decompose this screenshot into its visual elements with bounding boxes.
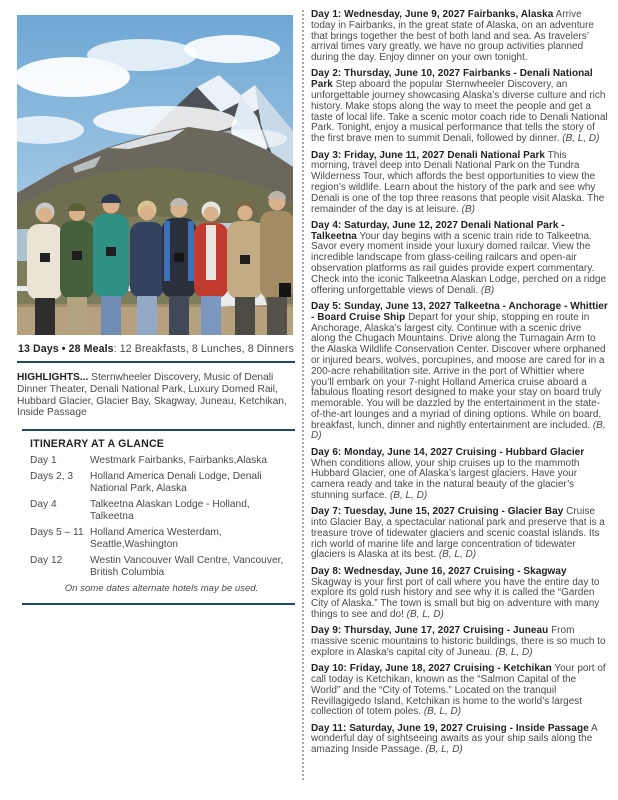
day-body: From massive scenic mountains to historic buildings, there is so much to explore in Alaska’s capital city of Juneau. xyxy=(311,625,606,658)
highlights-label: HIGHLIGHTS... xyxy=(17,372,89,383)
day-11-paragraph xyxy=(311,724,608,756)
day-heading: Day 1: Wednesday, June 9, 2027 Fairbanks, Alaska xyxy=(311,9,554,20)
itinerary-at-a-glance xyxy=(22,429,295,604)
day-8-paragraph xyxy=(311,567,608,621)
day-meals: (B) xyxy=(480,284,495,296)
itinerary-day-label: Day 1 xyxy=(30,455,57,467)
day-heading: Day 5: Sunday, June 13, 2027 Talkeetna - Anchorage - Whittier - Board Cruise Ship xyxy=(311,300,608,323)
day-body: Depart for your ship, stopping en route in Anchorage, Alaska’s largest city. Continue with a scenic drive along the Chugach Mountains. Drive along the Turnagain Arm to the Alaska Wildlife Conservation Center. Discover where orphaned or injured bears, wolves, porcupines, and moose are cared for in a 200-acre rehabilitation site. Arrive in the port of Whittier where you’ll embark on your 7-night Holland America cruise aboard a fabulous floating resort designed to make your stay on board truly memorable. You will be dazzled by the entertainment in the state-of-the-art lounges and a myriad of dining options. While on board, breakfast, lunch, dinner and nightly entertainment are included. xyxy=(311,311,606,431)
itinerary-row xyxy=(30,527,295,551)
day-heading: Day 8: Wednesday, June 16, 2027 Cruising - Skagway xyxy=(311,565,567,577)
itinerary-hotel: Westmark Fairbanks, Fairbanks,Alaska xyxy=(90,455,268,467)
day-heading: Day 9: Thursday, June 17, 2027 Cruising - Juneau xyxy=(311,625,549,637)
day-4-paragraph xyxy=(311,221,608,297)
itinerary-day-label: Day 4 xyxy=(30,499,57,511)
day-5-paragraph xyxy=(311,302,608,442)
day-10-paragraph xyxy=(311,664,608,718)
day-body: This morning, travel deep into Denali National Park on the Tundra Wilderness Tour, which affords the best opportunities to view the region’s wildlife. Learn about the history of the park and see why Denali is one of the top three reasons that people visit Alaska. The remainder of the day is at leisure. xyxy=(311,149,605,215)
itinerary-hotel: Holland America Denali Lodge, Denali National Park, Alaska xyxy=(90,471,262,495)
highlights-text: Sternwheeler Discovery, Music of Denali Dinner Theater, Denali National Park, Luxury Domed Rail, Hubbard Glacier, Glacier Bay, Skagway, Juneau, Ketchikan, Inside Passage xyxy=(17,372,287,419)
itinerary-row xyxy=(30,555,295,579)
day-body: Cruise into Glacier Bay, a spectacular national park and preserve that is a treasure trove of tidewater glaciers and scenic coastal islands. Its rich world of marine life and large concentration of tidewater glaciers is Alaska at its best. xyxy=(311,506,605,561)
meals-summary-rest: : 12 Breakfasts, 8 Lunches, 8 Dinners xyxy=(113,343,294,355)
day-body: Skagway is your first port of call where you have the entire day to explore its gold rush history and see why it is called the “Garden City of Alaska.” The town is small but big on adventure with many things to see and do! xyxy=(311,576,600,620)
day-heading: Day 10: Friday, June 18, 2027 Cruising - Ketchikan xyxy=(311,663,552,675)
rule-above-highlights xyxy=(17,361,295,363)
day-6-paragraph xyxy=(311,448,608,502)
day-meals: (B, L, D) xyxy=(389,489,428,501)
day-heading: Day 11: Saturday, June 19, 2027 Cruising - Inside Passage xyxy=(311,722,589,734)
day-meals: (B, L, D) xyxy=(425,744,463,756)
day-heading: Day 2: Thursday, June 10, 2027 Fairbanks - Denali National Park xyxy=(311,68,593,91)
itinerary-hotel: Holland America Westerdam, Seattle,Washington xyxy=(90,527,222,550)
day-meals: (B, L, D) xyxy=(562,133,600,145)
day-heading: Day 7: Tuesday, June 15, 2027 Cruising - Glacier Bay xyxy=(311,506,564,518)
highlights-paragraph xyxy=(17,372,295,419)
itinerary-hotel: Westin Vancouver Wall Centre, Vancouver, British Columbia xyxy=(90,554,284,578)
left-column xyxy=(0,0,302,800)
group-photo xyxy=(17,15,293,335)
day-heading: Day 3: Friday, June 11, 2027 Denali National Park xyxy=(311,149,546,161)
day-3-paragraph xyxy=(311,151,608,216)
day-2-paragraph xyxy=(311,69,608,145)
day-body: When conditions allow, your ship cruises up to the mammoth Hubbard Glacier, one of Alaska’s largest glaciers. Have your camera ready and take in the natural beauty of the glacier’s stunning surface. xyxy=(311,457,580,501)
itinerary-hotel: Talkeetna Alaskan Lodge - Holland, Talkeetna xyxy=(90,499,250,523)
day-body: Your day begins with a scenic train ride to Talkeetna. Savor every moment inside your luxury domed railcar. View the incredible landscape from glass-ceiling railcars and open-air observation platforms as rail guides provide expert commentary. Check into the iconic Talkeetna Alaskan Lodge, perched on a ridge offering unforgettable views of Denali. xyxy=(311,230,607,296)
day-meals: (B) xyxy=(461,203,475,215)
day-heading: Day 4: Saturday, June 12, 2027 Denali National Park - Talkeetna xyxy=(311,219,565,242)
itinerary-row xyxy=(30,471,295,495)
day-body: A wonderful day of sightseeing awaits as your ship sails along the amazing Inside Passage. xyxy=(311,722,598,756)
day-meals: (B, L, D) xyxy=(423,706,462,718)
day-heading: Day 6: Monday, June 14, 2027 Cruising - Hubbard Glacier xyxy=(311,446,585,458)
day-by-day-column xyxy=(304,0,618,800)
itinerary-day-label: Days 5 – 11 xyxy=(30,527,84,538)
day-meals: (B, L, D) xyxy=(438,549,477,561)
itinerary-note: On some dates alternate hotels may be used. xyxy=(64,582,259,594)
day-9-paragraph xyxy=(311,626,608,658)
itinerary-row xyxy=(30,499,295,523)
day-meals: (B, L, D) xyxy=(406,608,444,620)
day-body: Arrive today in Fairbanks, in the great state of Alaska, on an adventure that brings together the best of both land and sea. As travelers’ arrival times vary greatly, we have no group activities planned during the day. Enjoy dinner on your own tonight. xyxy=(311,9,594,64)
itinerary-title: ITINERARY AT A GLANCE xyxy=(30,438,165,451)
group-photo-illustration xyxy=(17,15,293,335)
meals-summary xyxy=(17,343,295,355)
day-1-paragraph xyxy=(311,10,608,64)
day-meals: (B, L, D) xyxy=(495,646,533,658)
day-body: Your port of call today is Ketchikan, known as the “Salmon Capital of the World” and the “City of Totems.” Located on the tranquil Revillagigedo Island, Ketchikan is home to the world’s largest collection of totem poles. xyxy=(311,663,606,718)
day-body: Step aboard the popular Sternwheeler Discovery, an unforgettable journey showcasing Alaska’s diverse culture and rich history. Make stops along the way to meet the people and get a taste of local life. Take a scenic motor coach ride to Denali National Park. Tonight, enjoy a musical performance that tells the story of the first brave men to summit Denali, followed by dinner. xyxy=(311,79,608,145)
meals-summary-bold: 13 Days • 28 Meals xyxy=(18,343,114,355)
itinerary-row xyxy=(30,455,295,467)
itinerary-day-label: Day 12 xyxy=(30,554,63,566)
day-meals: (B, D) xyxy=(311,419,606,442)
itinerary-day-label: Days 2, 3 xyxy=(30,471,74,483)
day-7-paragraph xyxy=(311,507,608,561)
